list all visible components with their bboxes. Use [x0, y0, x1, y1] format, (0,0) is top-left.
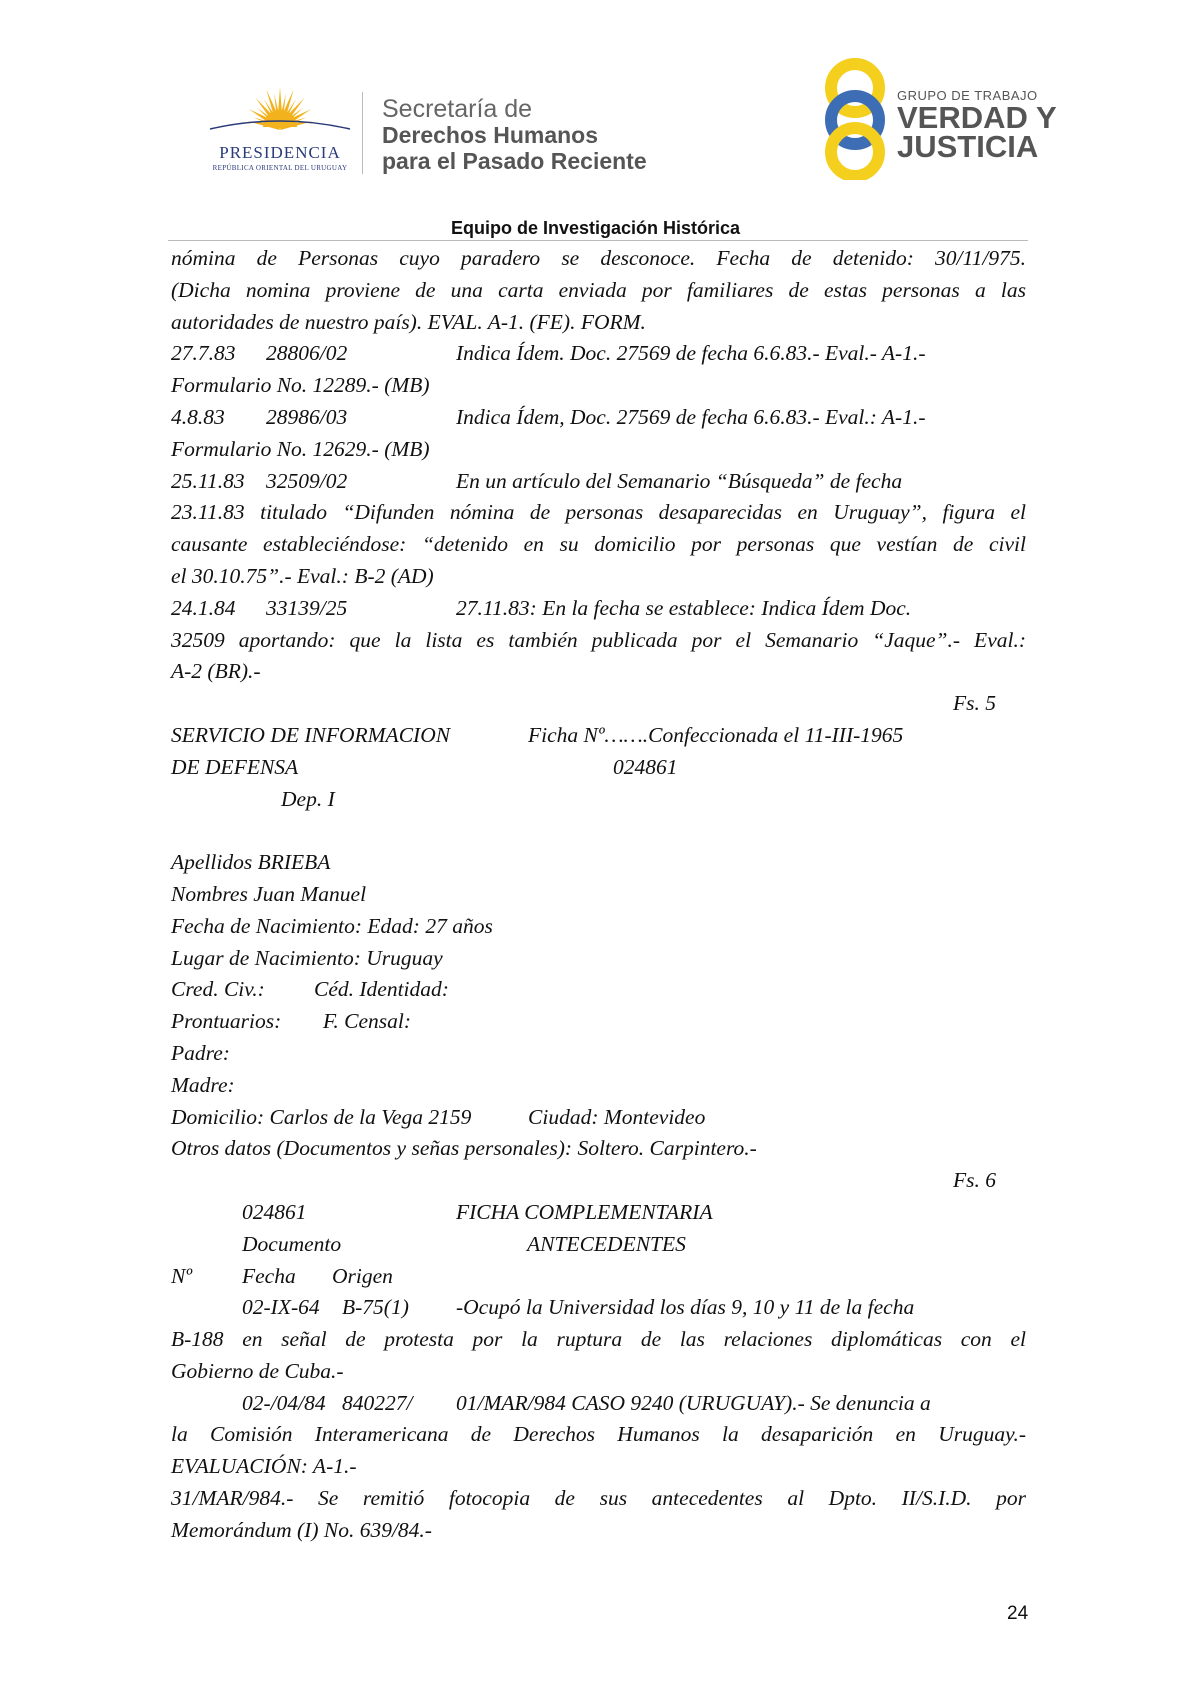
field-line [171, 1102, 1026, 1134]
record-date: 4.8.83 [171, 404, 225, 429]
field-line: Apellidos BRIEBA [171, 850, 331, 875]
presidencia-wordmark: PRESIDENCIA [219, 143, 341, 162]
grupo-label: GRUPO DE TRABAJO [897, 88, 1038, 103]
service-name-cont: DE DEFENSA [171, 754, 299, 779]
department-line: Dep. I [281, 786, 335, 811]
record-origin: 840227/ [342, 1390, 413, 1415]
ficha-complementaria-line [171, 1197, 1026, 1229]
folio-label: Fs. 6 [953, 1168, 996, 1193]
field-line: Fecha de Nacimiento: Edad: 27 años [171, 913, 493, 938]
text-line: nómina de Personas cuyo paradero se desconoce. Fecha de detenido: 30/11/975. [171, 246, 1026, 270]
folio-label: Fs. 5 [953, 691, 996, 716]
text-line: 23.11.83 titulado “Difunden nómina de personas desaparecidas en Uruguay”, figura el [171, 500, 1026, 525]
record-doc: 28986/03 [266, 404, 348, 429]
field-line: Madre: [171, 1072, 235, 1097]
record-date: 02-/04/84 [242, 1390, 326, 1415]
field-label: Domicilio: Carlos de la Vega 2159 [171, 1104, 472, 1129]
secretaria-title [382, 96, 647, 174]
ficha-title: FICHA COMPLEMENTARIA [456, 1199, 713, 1224]
column-header-line [171, 1261, 1026, 1293]
record-line [171, 593, 1026, 625]
text-line: el 30.10.75”.- Eval.: B-2 (AD) [171, 563, 434, 588]
justicia-label: JUSTICIA [897, 129, 1039, 164]
ficha-number: Ficha Nº…….Confeccionada el 11-III-1965 [528, 722, 904, 747]
document-body [171, 243, 1026, 1547]
page-number: 24 [1007, 1603, 1029, 1624]
field-label: F. Censal: [323, 1009, 411, 1034]
text-line: autoridades de nuestro país). EVAL. A-1. (FE). FORM. [171, 309, 646, 334]
field-line: Lugar de Nacimiento: Uruguay [171, 945, 443, 970]
text-line: (Dicha nomina proviene de una carta enviada por familiares de estas personas a las [171, 277, 1026, 302]
column-header-line [171, 1229, 1026, 1261]
record-text: 01/MAR/984 CASO 9240 (URUGUAY).- Se denuncia a [456, 1390, 931, 1415]
header-divider [362, 92, 363, 174]
text-line: A-2 (BR).- [171, 659, 261, 684]
field-label: Céd. Identidad: [314, 977, 449, 1002]
record-line [171, 402, 1026, 434]
record-text: 27.11.83: En la fecha se establece: Indica Ídem Doc. [456, 595, 912, 620]
column-header: Nº [171, 1263, 193, 1288]
text-line: la Comisión Interamericana de Derechos Humanos la desaparición en Uruguay.- [171, 1422, 1026, 1447]
column-header: Origen [332, 1263, 393, 1288]
record-text: Indica Ídem, Doc. 27569 de fecha 6.6.83.- Eval.: A-1.- [456, 404, 926, 429]
record-origin: B-75(1) [342, 1295, 409, 1320]
page-header [0, 0, 1191, 245]
column-header: Documento [242, 1231, 342, 1256]
verdad-label: VERDAD Y [897, 100, 1057, 135]
field-line: Nombres Juan Manuel [171, 881, 367, 906]
record-text: En un artículo del Semanario “Búsqueda” de fecha [456, 468, 903, 493]
text-line: Formulario No. 12629.- (MB) [171, 436, 430, 461]
secretaria-line-2: Derechos Humanos [382, 122, 599, 148]
record-line [171, 1388, 1026, 1420]
column-header: ANTECEDENTES [527, 1231, 686, 1256]
service-name: SERVICIO DE INFORMACION [171, 722, 451, 747]
record-date: 02-IX-64 [242, 1295, 320, 1320]
field-line [171, 1006, 1026, 1038]
ficha-id: 024861 [242, 1199, 307, 1224]
sun-icon [205, 85, 355, 145]
text-line: 31/MAR/984.- Se remitió fotocopia de sus antecedentes al Dpto. II/S.I.D. por [171, 1486, 1026, 1511]
ficha-id: 024861 [613, 754, 678, 779]
record-doc: 28806/02 [266, 341, 348, 366]
text-line: EVALUACIÓN: A-1.- [171, 1454, 357, 1479]
record-date: 25.11.83 [171, 468, 245, 493]
verdad-justicia-text [897, 88, 1057, 164]
header-rule [168, 240, 1028, 241]
department-title: Equipo de Investigación Histórica [450, 218, 741, 238]
field-label: Cred. Civ.: [171, 977, 265, 1002]
record-doc: 33139/25 [266, 595, 348, 620]
field-label: Prontuarios: [171, 1009, 282, 1034]
record-text: Indica Ídem. Doc. 27569 de fecha 6.6.83.- Eval.- A-1.- [456, 341, 926, 366]
record-date: 27.7.83 [171, 341, 236, 366]
field-label: Ciudad: Montevideo [528, 1104, 706, 1129]
ficha-header-line [171, 720, 1026, 752]
blank-line [171, 815, 1026, 847]
field-line: Padre: [171, 1040, 230, 1065]
text-line: Memorándum (I) No. 639/84.- [171, 1517, 432, 1542]
record-text: -Ocupó la Universidad los días 9, 10 y 11 de la fecha [456, 1295, 915, 1320]
record-line [171, 466, 1026, 498]
record-date: 24.1.84 [171, 595, 236, 620]
record-line [171, 338, 1026, 370]
text-line: Gobierno de Cuba.- [171, 1358, 344, 1383]
text-line: Formulario No. 12289.- (MB) [171, 373, 430, 398]
text-line: B-188 en señal de protesta por la ruptura de las relaciones diplomáticas con el [171, 1327, 1026, 1352]
ficha-header-line [171, 752, 1026, 784]
column-header: Fecha [242, 1263, 296, 1288]
field-line [171, 974, 1026, 1006]
secretaria-line-1: Secretaría de [382, 95, 533, 123]
text-line: causante estableciéndose: “detenido en su domicilio por personas que vestían de civil [171, 532, 1026, 557]
verdad-justicia-logo [815, 58, 895, 180]
record-doc: 32509/02 [266, 468, 348, 493]
presidencia-subtitle: REPÚBLICA ORIENTAL DEL URUGUAY [212, 164, 348, 172]
field-line: Otros datos (Documentos y señas personales): Soltero. Carpintero.- [171, 1136, 757, 1161]
secretaria-line-3: para el Pasado Reciente [382, 148, 647, 174]
linked-rings-icon [815, 58, 895, 180]
presidencia-logo [205, 85, 355, 180]
text-line: 32509 aportando: que la lista es también publicada por el Semanario “Jaque”.- Eval.: [171, 627, 1026, 652]
record-line [171, 1292, 1026, 1324]
